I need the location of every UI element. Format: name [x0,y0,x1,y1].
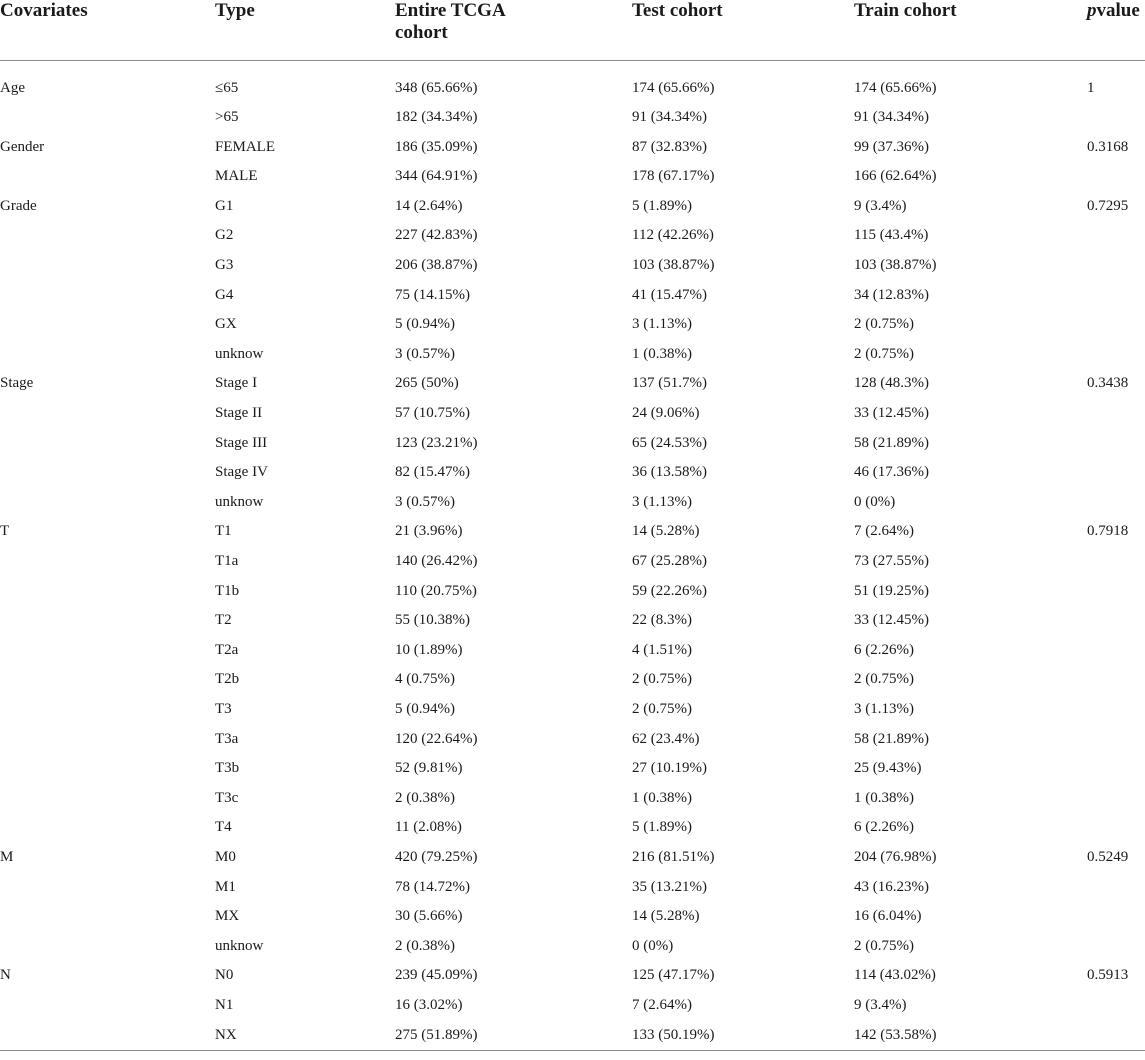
cell-type: G4 [215,286,234,303]
cell-covariate [0,221,213,251]
header-entire-line1: Entire TCGA [395,0,506,21]
cell-entire-cohort: 5 (0.94%) [395,316,455,333]
cell-test-cohort: 103 (38.87%) [632,257,715,274]
cell-test-cohort: 1 (0.38%) [632,789,692,806]
cell-pvalue [1085,636,1145,666]
cell-train-cohort: 114 (43.02%) [854,967,936,984]
cell-entire-cohort: 78 (14.72%) [395,878,470,895]
cell-covariate: Stage [0,375,34,392]
table-row [0,281,1145,311]
cell-pvalue: 0.3438 [1087,375,1129,392]
cell-test-cohort: 59 (22.26%) [632,582,707,599]
cell-type: T2 [215,612,232,629]
table-row [0,1021,1145,1051]
header-row [0,0,1145,60]
table-row [0,784,1145,814]
cell-entire-cohort: 140 (26.42%) [395,553,478,569]
cell-pvalue [1085,784,1145,814]
cell-test-cohort: 2 (0.75%) [632,700,692,717]
cell-pvalue: 0.5249 [1087,848,1129,865]
cell-entire-cohort: 82 (15.47%) [395,464,470,481]
cell-entire-cohort: 344 (64.91%) [395,168,478,185]
cell-train-cohort: 1 (0.38%) [854,789,914,806]
cell-covariate [0,458,213,488]
cell-type: Stage IV [215,464,268,481]
cell-type: G3 [215,257,234,274]
table-row [0,991,1145,1021]
cell-type: G2 [215,227,234,244]
header-p-suffix: value [1096,0,1140,21]
cell-test-cohort: 35 (13.21%) [632,878,707,895]
cell-entire-cohort: 3 (0.57%) [395,493,455,510]
cell-covariate: Age [0,79,25,96]
cell-entire-cohort: 75 (14.15%) [395,286,470,303]
cell-entire-cohort: 5 (0.94%) [395,700,455,717]
cell-type: N0 [215,967,234,984]
cell-train-cohort: 43 (16.23%) [854,878,929,895]
cell-type: unknow [215,493,264,510]
cell-train-cohort: 115 (43.4%) [854,227,929,244]
cell-test-cohort: 91 (34.34%) [632,109,707,126]
cell-type: T3a [215,730,239,747]
cell-type: M0 [215,848,236,865]
cell-test-cohort: 14 (5.28%) [632,523,700,540]
cell-test-cohort: 1 (0.38%) [632,345,692,362]
cell-test-cohort: 5 (1.89%) [632,197,692,214]
cell-train-cohort: 166 (62.64%) [854,168,937,185]
table-row [0,192,1145,222]
cell-covariate: M [0,848,14,865]
table-row [0,577,1145,607]
cell-covariate [0,636,213,666]
cell-type: T2b [215,671,240,688]
header-entire-line2: cohort [395,22,448,43]
cell-pvalue [1085,488,1145,518]
cell-train-cohort: 128 (48.3%) [854,375,929,392]
header-pvalue [1085,0,1145,60]
cell-entire-cohort: 55 (10.38%) [395,612,470,629]
header-test-cohort: Test cohort [630,0,852,60]
cell-test-cohort: 4 (1.51%) [632,641,692,658]
spacer-row [0,60,1145,74]
cell-pvalue [1085,162,1145,192]
cell-train-cohort: 103 (38.87%) [854,257,937,274]
cell-test-cohort: 133 (50.19%) [630,1021,852,1051]
table-row [0,547,1145,577]
table-row [0,458,1145,488]
cell-entire-cohort: 52 (9.81%) [395,760,463,777]
cell-entire-cohort: 186 (35.09%) [395,138,478,155]
header-train-cohort: Train cohort [852,0,1085,60]
cell-test-cohort: 3 (1.13%) [632,493,692,510]
cell-train-cohort: 58 (21.89%) [854,434,929,451]
cell-covariate [0,310,213,340]
table-row [0,754,1145,784]
cell-type: ≤65 [215,79,239,96]
cell-type: MX [215,908,240,925]
cell-train-cohort: 2 (0.75%) [854,937,914,954]
cell-test-cohort: 7 (2.64%) [632,996,692,1013]
cell-type: T3c [215,789,239,806]
cell-train-cohort: 2 (0.75%) [854,671,914,688]
cell-train-cohort: 9 (3.4%) [854,996,907,1013]
table-row [0,813,1145,843]
table-row [0,932,1145,962]
cell-entire-cohort: 30 (5.66%) [395,908,463,925]
table-row [0,221,1145,251]
cell-entire-cohort: 110 (20.75%) [395,582,477,599]
cell-covariate [0,725,213,755]
cell-pvalue [1085,429,1145,459]
cell-type: T3 [215,700,232,717]
cell-covariate [0,488,213,518]
cell-test-cohort: 14 (5.28%) [632,908,700,925]
cell-type: unknow [215,937,264,954]
table-row [0,369,1145,399]
cell-test-cohort: 3 (1.13%) [632,316,692,333]
cell-train-cohort: 91 (34.34%) [854,109,929,126]
cell-type: NX [213,1021,393,1051]
cell-covariate: Gender [0,138,45,155]
table-row [0,902,1145,932]
cell-covariate: Grade [0,197,37,214]
cell-covariate [0,606,213,636]
cell-test-cohort: 178 (67.17%) [632,168,715,185]
cell-covariate [0,162,213,192]
cell-entire-cohort: 2 (0.38%) [395,937,455,954]
cell-entire-cohort: 239 (45.09%) [395,967,478,984]
cell-test-cohort: 87 (32.83%) [632,138,707,155]
cell-type: unknow [215,345,264,362]
cell-train-cohort: 33 (12.45%) [854,405,929,422]
cell-pvalue: 1 [1087,79,1095,96]
cell-entire-cohort: 14 (2.64%) [395,197,463,214]
cell-type: M1 [215,878,236,895]
cell-pvalue: 0.3168 [1087,138,1129,155]
table-row [0,873,1145,903]
cell-entire-cohort: 227 (42.83%) [395,227,478,244]
cell-pvalue: 0.7295 [1087,197,1129,214]
cell-test-cohort: 5 (1.89%) [632,819,692,836]
table-row [0,429,1145,459]
cell-entire-cohort: 182 (34.34%) [395,109,478,126]
cell-covariate [0,251,213,281]
cell-test-cohort: 67 (25.28%) [632,553,707,569]
cell-covariate [0,754,213,784]
cell-type: Stage I [215,375,258,392]
cell-entire-cohort: 21 (3.96%) [395,523,463,540]
cell-covariate [0,547,213,577]
cell-entire-cohort: 57 (10.75%) [395,405,470,422]
cell-pvalue [1085,103,1145,133]
cell-covariate [0,399,213,429]
table-row [0,162,1145,192]
cell-entire-cohort: 348 (65.66%) [395,79,478,96]
cell-test-cohort: 137 (51.7%) [632,375,707,392]
cell-covariate: N [0,967,11,984]
cell-covariate [0,665,213,695]
cell-entire-cohort: 16 (3.02%) [395,996,463,1013]
table-row [0,103,1145,133]
table-row [0,340,1145,370]
cell-train-cohort: 58 (21.89%) [854,730,929,747]
cell-train-cohort: 142 (53.58%) [852,1021,1085,1051]
cell-train-cohort: 46 (17.36%) [854,464,929,481]
cell-covariate [0,103,213,133]
cell-test-cohort: 2 (0.75%) [632,671,692,688]
cell-pvalue [1085,577,1145,607]
cell-train-cohort: 204 (76.98%) [854,848,937,865]
cell-pvalue [1085,458,1145,488]
cell-test-cohort: 27 (10.19%) [632,760,707,777]
table-row [0,665,1145,695]
table-row [0,251,1145,281]
cell-pvalue [1085,547,1145,577]
cell-pvalue [1085,695,1145,725]
cell-covariate [0,902,213,932]
table-row [0,133,1145,163]
cell-pvalue [1085,991,1145,1021]
cell-entire-cohort: 120 (22.64%) [395,730,478,747]
table-row [0,725,1145,755]
table-row [0,636,1145,666]
table-row [0,606,1145,636]
cell-pvalue [1085,665,1145,695]
table-row [0,74,1145,104]
cell-test-cohort: 125 (47.17%) [632,967,715,984]
cell-pvalue [1085,932,1145,962]
cell-pvalue [1085,340,1145,370]
table-row [0,961,1145,991]
cell-pvalue [1085,310,1145,340]
cell-train-cohort: 7 (2.64%) [854,523,914,540]
cell-train-cohort: 6 (2.26%) [854,641,914,658]
table-row [0,310,1145,340]
cell-train-cohort: 2 (0.75%) [854,345,914,362]
cell-pvalue [1085,873,1145,903]
cell-covariate [0,695,213,725]
cell-covariate [0,991,213,1021]
cell-train-cohort: 73 (27.55%) [854,553,929,569]
cell-entire-cohort: 10 (1.89%) [395,641,463,658]
cell-test-cohort: 24 (9.06%) [632,405,700,422]
cell-train-cohort: 6 (2.26%) [854,819,914,836]
table-row [0,843,1145,873]
header-type: Type [213,0,393,60]
cell-pvalue [1085,251,1145,281]
cell-type: G1 [215,197,234,214]
cell-pvalue [1085,281,1145,311]
cell-train-cohort: 16 (6.04%) [854,908,922,925]
cell-pvalue [1085,813,1145,843]
cell-pvalue [1085,902,1145,932]
cell-covariate [0,813,213,843]
cell-entire-cohort: 4 (0.75%) [395,671,455,688]
table-row [0,399,1145,429]
cell-type: GX [215,316,237,333]
cell-covariate [0,577,213,607]
cell-type: T1b [215,582,240,599]
cell-type: T1a [215,553,239,569]
cell-type: FEMALE [215,138,275,155]
cell-pvalue: 0.5913 [1087,967,1129,984]
cell-type: Stage III [215,434,268,451]
table-row [0,695,1145,725]
cell-train-cohort: 34 (12.83%) [854,286,929,303]
cell-pvalue [1085,725,1145,755]
cell-entire-cohort: 265 (50%) [395,375,459,392]
cell-entire-cohort: 11 (2.08%) [395,819,462,836]
cell-test-cohort: 36 (13.58%) [632,464,707,481]
cell-train-cohort: 2 (0.75%) [854,316,914,333]
cell-type: T3b [215,760,240,777]
cell-covariate [0,429,213,459]
cell-train-cohort: 9 (3.4%) [854,197,907,214]
cell-pvalue [1085,606,1145,636]
cell-covariate [0,932,213,962]
cell-entire-cohort: 2 (0.38%) [395,789,455,806]
cell-test-cohort: 174 (65.66%) [632,79,715,96]
cell-test-cohort: 62 (23.4%) [632,730,700,747]
cell-covariate [0,340,213,370]
cell-train-cohort: 33 (12.45%) [854,612,929,629]
cell-entire-cohort: 420 (79.25%) [395,848,478,865]
cell-entire-cohort: 3 (0.57%) [395,345,455,362]
cell-test-cohort: 216 (81.51%) [632,848,715,865]
cell-train-cohort: 51 (19.25%) [854,582,929,599]
cell-covariate [0,1021,213,1051]
table-row [0,488,1145,518]
cell-entire-cohort: 206 (38.87%) [395,257,478,274]
cell-type: T2a [215,641,239,658]
cell-test-cohort: 65 (24.53%) [632,434,707,451]
cell-type: >65 [215,109,239,126]
cell-train-cohort: 174 (65.66%) [854,79,937,96]
cell-test-cohort: 0 (0%) [632,937,674,954]
cell-pvalue [1085,399,1145,429]
header-entire-cohort [393,0,630,60]
header-p-italic: p [1087,0,1097,21]
header-covariates: Covariates [0,0,213,60]
cell-pvalue [1085,754,1145,784]
cell-type: Stage II [215,405,263,422]
cell-pvalue [1085,221,1145,251]
cell-entire-cohort: 275 (51.89%) [393,1021,630,1051]
cell-test-cohort: 41 (15.47%) [632,286,707,303]
cell-train-cohort: 99 (37.36%) [854,138,929,155]
table-row [0,517,1145,547]
cell-covariate: T [0,523,10,540]
cell-type: N1 [215,996,234,1013]
cell-train-cohort: 3 (1.13%) [854,700,914,717]
cell-train-cohort: 25 (9.43%) [854,760,922,777]
cell-type: T1 [215,523,232,540]
cell-type: T4 [215,819,232,836]
cell-entire-cohort: 123 (23.21%) [395,434,478,451]
cell-covariate [0,281,213,311]
cell-type: MALE [215,168,258,185]
cell-test-cohort: 112 (42.26%) [632,227,714,244]
cell-test-cohort: 22 (8.3%) [632,612,692,629]
cell-covariate [0,784,213,814]
cell-pvalue [1085,1021,1145,1051]
cell-train-cohort: 0 (0%) [854,493,896,510]
cell-covariate [0,873,213,903]
cell-pvalue: 0.7918 [1087,523,1129,540]
